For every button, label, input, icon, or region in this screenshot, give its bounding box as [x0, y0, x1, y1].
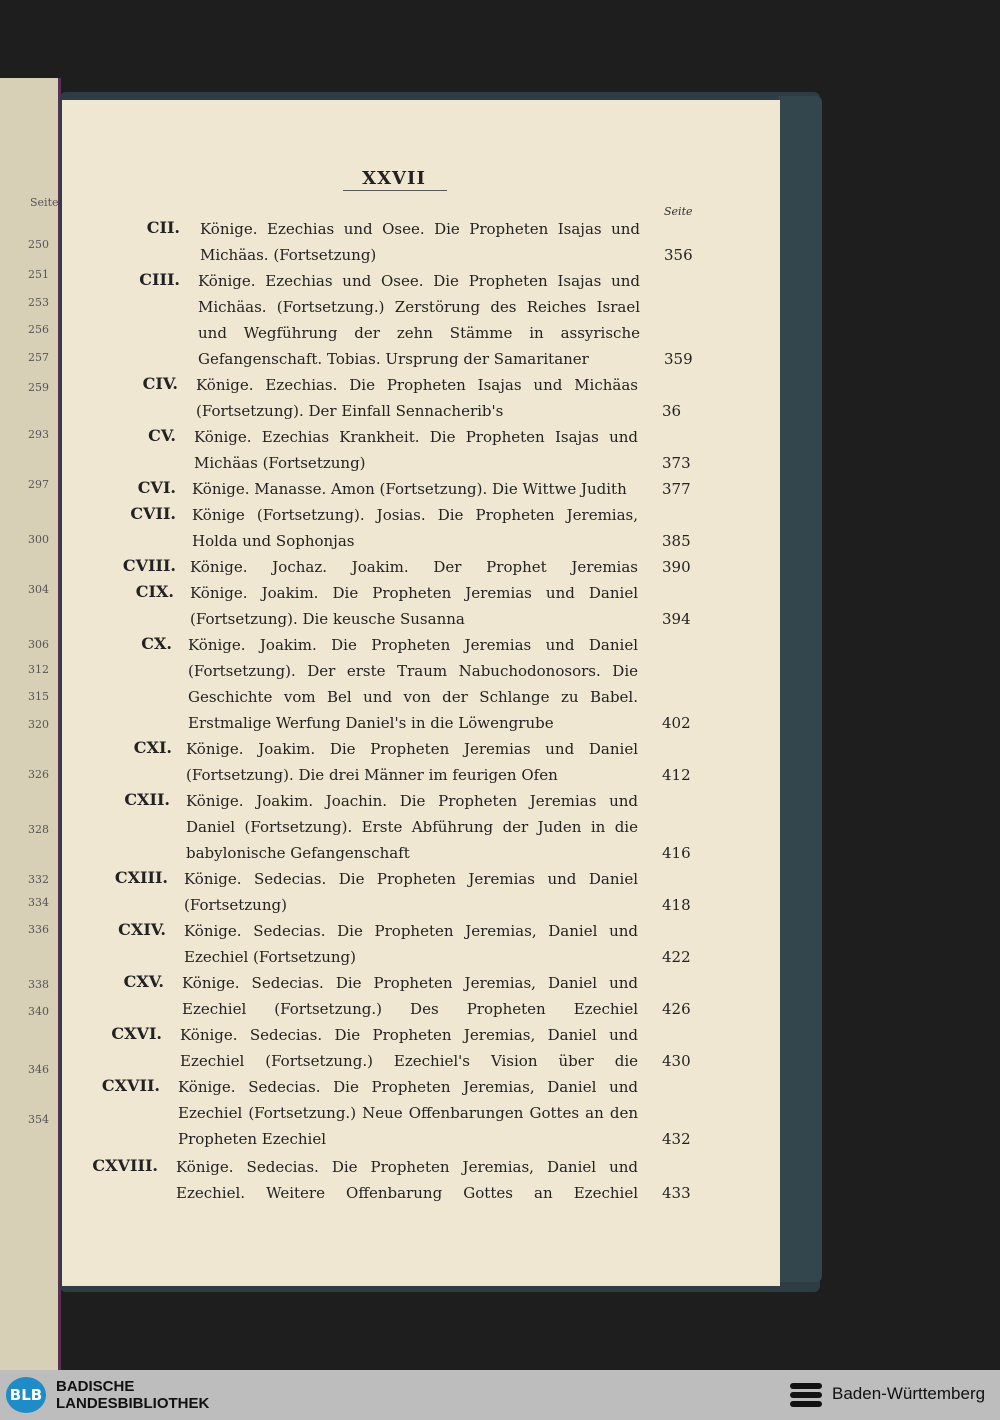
page-reference[interactable]: 385: [662, 532, 691, 550]
left-page-fragment: 257: [28, 351, 49, 364]
book-cover-board: [778, 96, 822, 1282]
page-reference[interactable]: 390: [662, 558, 691, 576]
left-page-fragment: 334: [28, 896, 49, 909]
chapter-title: Könige. Sedecias. Die Propheten Jeremias, Daniel und Ezechiel (Fortsetzung): [184, 922, 638, 966]
chapter-number: CXII.: [124, 790, 170, 809]
chapter-number: CVIII.: [122, 556, 176, 575]
chapter-number: CX.: [141, 634, 172, 653]
page-reference[interactable]: 359: [664, 350, 693, 368]
left-page-fragment: 338: [28, 978, 49, 991]
chapter-title: Könige. Jochaz. Joakim. Der Prophet Jeremias: [190, 558, 638, 576]
chapter-number: CXI.: [133, 738, 172, 757]
chapter-title: Könige. Ezechias und Osee. Die Propheten Isajas und Michäas. (Fortsetzung.) Zerstörung des Reiches Israel und Wegführung der zehn Stämme in assyrische Gefangenschaft. Tobias. Ursprung der Samaritaner: [198, 272, 640, 368]
left-page-fragment: 315: [28, 690, 49, 703]
blb-name-line2: LANDESBIBLIOTHEK: [56, 1395, 210, 1412]
chapter-title: Könige. Joakim. Die Propheten Jeremias und Daniel (Fortsetzung). Die keusche Susanna: [190, 584, 638, 628]
left-page-fragment: 332: [28, 873, 49, 886]
baden-wuerttemberg-name[interactable]: Baden-Württemberg: [832, 1384, 986, 1403]
chapter-title: Könige (Fortsetzung). Josias. Die Propheten Jeremias, Holda und Sophonjas: [192, 506, 638, 550]
chapter-number: CIII.: [139, 270, 180, 289]
chapter-number: CXVII.: [101, 1076, 160, 1095]
page-reference[interactable]: 422: [662, 948, 691, 966]
chapter-title: Könige. Sedecias. Die Propheten Jeremias, Daniel und Ezechiel (Fortsetzung.) Ezechiel's Vision über die: [180, 1026, 638, 1070]
chapter-title: Könige. Ezechias Krankheit. Die Propheten Isajas und Michäas (Fortsetzung): [194, 428, 638, 472]
chapter-title: Könige. Joakim. Die Propheten Jeremias und Daniel (Fortsetzung). Die drei Männer im feurigen Ofen: [186, 740, 638, 784]
left-page-fragment: 256: [28, 323, 49, 336]
left-page-edge: [0, 78, 61, 1378]
chapter-title: Könige. Ezechias und Osee. Die Propheten Isajas und Michäas. (Fortsetzung): [200, 220, 640, 264]
chapter-number: CIX.: [135, 582, 174, 601]
chapter-title: Könige. Manasse. Amon (Fortsetzung). Die Wittwe Judith: [192, 480, 627, 498]
page-reference[interactable]: 394: [662, 610, 691, 628]
blb-name-line1: BADISCHE: [56, 1378, 135, 1395]
left-page-fragment: 251: [28, 268, 49, 281]
page-reference[interactable]: 402: [662, 714, 691, 732]
left-page-fragment: 354: [28, 1113, 49, 1126]
page-reference[interactable]: 426: [662, 1000, 691, 1018]
chapter-number: CXV.: [123, 972, 164, 991]
chapter-number: CXIII.: [114, 868, 168, 887]
chapter-number: CV.: [148, 426, 176, 445]
page-reference[interactable]: 412: [662, 766, 691, 784]
page-reference[interactable]: 377: [662, 480, 691, 498]
page-reference[interactable]: 356: [664, 246, 693, 264]
chapter-title: Könige. Sedecias. Die Propheten Jeremias, Daniel und Ezechiel (Fortsetzung.) Neue Offenbarungen Gottes an den Propheten Ezechiel: [178, 1078, 638, 1148]
chapter-title: Könige. Sedecias. Die Propheten Jeremias, Daniel und Ezechiel. Weitere Offenbarung Gottes an Ezechiel: [176, 1158, 638, 1202]
page-reference[interactable]: 433: [662, 1184, 691, 1202]
left-page-fragment: 340: [28, 1005, 49, 1018]
page-reference[interactable]: 430: [662, 1052, 691, 1070]
chapter-title: Könige. Joakim. Die Propheten Jeremias und Daniel (Fortsetzung). Der erste Traum Nabuchodonosors. Die Geschichte vom Bel und von der Schlange zu Babel. Erstmalige Werfung Daniel's in die Löwengrube: [188, 636, 638, 732]
page-reference[interactable]: 418: [662, 896, 691, 914]
left-page-fragment: 259: [28, 381, 49, 394]
chapter-title: Könige. Sedecias. Die Propheten Jeremias und Daniel (Fortsetzung): [184, 870, 638, 914]
left-page-fragment: 250: [28, 238, 49, 251]
left-page-fragment: 346: [28, 1063, 49, 1076]
footer-bar: [0, 1370, 1000, 1420]
chapter-number: CVI.: [137, 478, 176, 497]
page-reference[interactable]: 36: [662, 402, 682, 420]
left-page-fragment: 297: [28, 478, 49, 491]
chapter-number: CVII.: [130, 504, 176, 523]
left-page-fragment: 306: [28, 638, 49, 651]
chapter-number: CII.: [146, 218, 180, 237]
page-reference[interactable]: 416: [662, 844, 691, 862]
page-number: XXVII: [362, 168, 426, 189]
chapter-title: Könige. Sedecias. Die Propheten Jeremias, Daniel und Ezechiel (Fortsetzung.) Des Propheten Ezechiel: [182, 974, 638, 1018]
left-page-fragment: 304: [28, 583, 49, 596]
left-page-fragment: 293: [28, 428, 49, 441]
left-page-fragment: Seite: [30, 196, 59, 209]
page-reference[interactable]: 432: [662, 1130, 691, 1148]
chapter-title: Könige. Joakim. Joachin. Die Propheten Jeremias und Daniel (Fortsetzung). Erste Abführung der Juden in die babylonische Gefangenschaft: [186, 792, 638, 862]
left-page-fragment: 328: [28, 823, 49, 836]
blb-name[interactable]: [56, 1378, 209, 1412]
chapter-number: CXVI.: [111, 1024, 162, 1043]
chapter-number: CXVIII.: [92, 1156, 158, 1175]
baden-wuerttemberg-lions-icon[interactable]: [790, 1380, 822, 1410]
left-page-fragment: 320: [28, 718, 49, 731]
chapter-number: CXIV.: [118, 920, 166, 939]
page-number-rule: [343, 190, 447, 191]
seite-label: Seite: [664, 205, 693, 218]
left-page-fragment: 336: [28, 923, 49, 936]
left-page-fragment: 253: [28, 296, 49, 309]
chapter-number: CIV.: [142, 374, 178, 393]
left-page-fragment: 312: [28, 663, 49, 676]
blb-logo-icon[interactable]: BLB: [6, 1377, 46, 1413]
chapter-title: Könige. Ezechias. Die Propheten Isajas und Michäas (Fortsetzung). Der Einfall Sennacherib's: [196, 376, 638, 420]
left-page-fragment: 300: [28, 533, 49, 546]
left-page-fragment: 326: [28, 768, 49, 781]
page-reference[interactable]: 373: [662, 454, 691, 472]
